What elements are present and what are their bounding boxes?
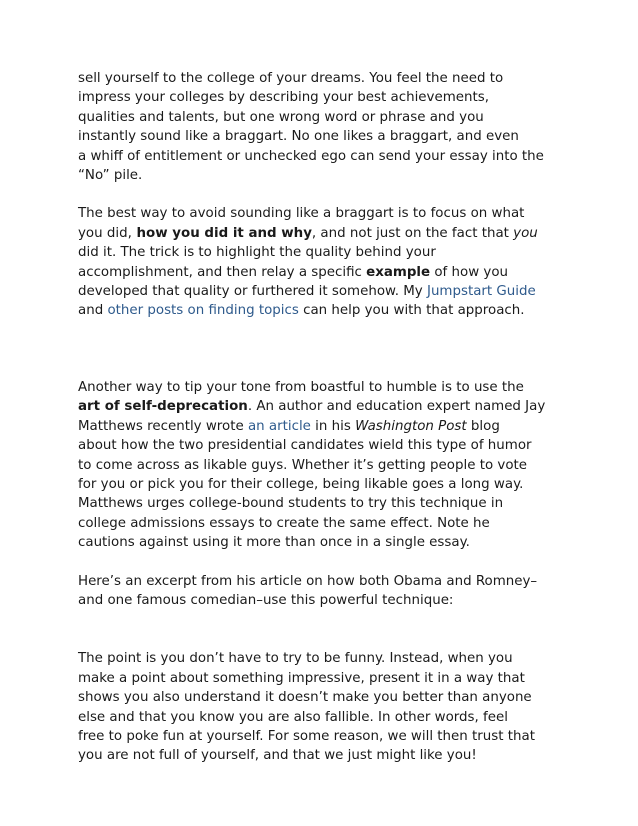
text-line: The best way to avoid sounding like a braggart is to focus on what: [78, 206, 525, 222]
text-line: free to poke fun at yourself. For some reason, we will then trust that: [78, 728, 535, 744]
text-run: developed that quality or furthered it somehow. My: [78, 284, 427, 300]
text-run: of how you: [430, 264, 509, 280]
finding-topics-link[interactable]: other posts on finding topics: [107, 303, 299, 319]
text-line: college admissions essays to create the same effect. Note he: [78, 515, 490, 531]
text-run: you did,: [78, 225, 132, 241]
paragraph-best-way: [78, 204, 578, 320]
text-line: sell yourself to the college of your dreams. You feel the need to: [78, 71, 504, 86]
text-line: [78, 397, 578, 416]
paragraph-the-point: [78, 649, 578, 765]
text-line: qualities and talents, but one wrong word or phrase and you: [78, 109, 484, 125]
paragraph-excerpt-intro: [78, 572, 578, 611]
text-line: and one famous comedian–use this powerful technique:: [78, 592, 454, 608]
text-run: Matthews recently wrote: [78, 418, 248, 434]
italic-washington-post: Washington Post: [355, 418, 467, 434]
text-run: . An author and education expert named Jay: [247, 399, 546, 415]
text-line: The point is you don’t have to try to be funny. Instead, when you: [78, 651, 513, 667]
text-line: [78, 263, 578, 282]
text-line: a whiff of entitlement or unchecked ego can send your essay into the: [78, 148, 544, 164]
text-line: [78, 417, 578, 436]
text-run: can help you with that approach.: [298, 303, 525, 319]
text-run: , and not just on the fact that: [311, 225, 514, 241]
an-article-link[interactable]: an article: [247, 418, 311, 434]
text-line: Another way to tip your tone from boastful to humble is to use the: [78, 379, 524, 395]
text-line: [78, 282, 578, 301]
text-run: blog: [466, 418, 500, 434]
jumpstart-guide-link[interactable]: Jumpstart Guide: [427, 284, 536, 300]
text-run: in his: [310, 418, 356, 434]
paragraph-self-deprecation: [78, 378, 578, 553]
italic-word-you: you: [513, 225, 538, 241]
bold-phrase-self-deprecation: art of self-deprecation: [78, 399, 248, 415]
text-line: for you or pick you for their college, being likable goes a long way.: [78, 476, 524, 492]
text-run: accomplishment, and then relay a specific: [78, 264, 367, 280]
text-line: Matthews urges college-bound students to try this technique in: [78, 496, 504, 512]
text-line: to come across as likable guys. Whether it’s getting people to vote: [78, 457, 528, 473]
text-line: Here’s an excerpt from his article on how both Obama and Romney–: [78, 573, 538, 589]
text-line: did it. The trick is to highlight the quality behind your: [78, 245, 436, 261]
bold-phrase-how-and-why: how you did it and why: [131, 225, 312, 241]
text-line: cautions against using it more than once in a single essay.: [78, 535, 470, 551]
text-run: and: [78, 303, 108, 319]
text-line: make a point about something impressive, present it in a way that: [78, 670, 525, 686]
text-line: “No” pile.: [78, 168, 143, 184]
text-line: [78, 224, 578, 243]
text-line: else and that you know you are also fallible. In other words, feel: [78, 709, 508, 725]
document-page: [78, 69, 578, 766]
text-line: impress your colleges by describing your best achievements,: [78, 90, 489, 106]
text-line: [78, 301, 578, 320]
text-line: instantly sound like a braggart. No one likes a braggart, and even: [78, 129, 519, 145]
text-line: you are not full of yourself, and that we just might like you!: [78, 748, 477, 764]
bold-word-example: example: [366, 264, 431, 280]
paragraph-braggart-intro: [78, 69, 578, 185]
text-line: about how the two presidential candidates wield this type of humor: [78, 438, 532, 454]
text-line: shows you also understand it doesn’t make you better than anyone: [78, 690, 532, 706]
